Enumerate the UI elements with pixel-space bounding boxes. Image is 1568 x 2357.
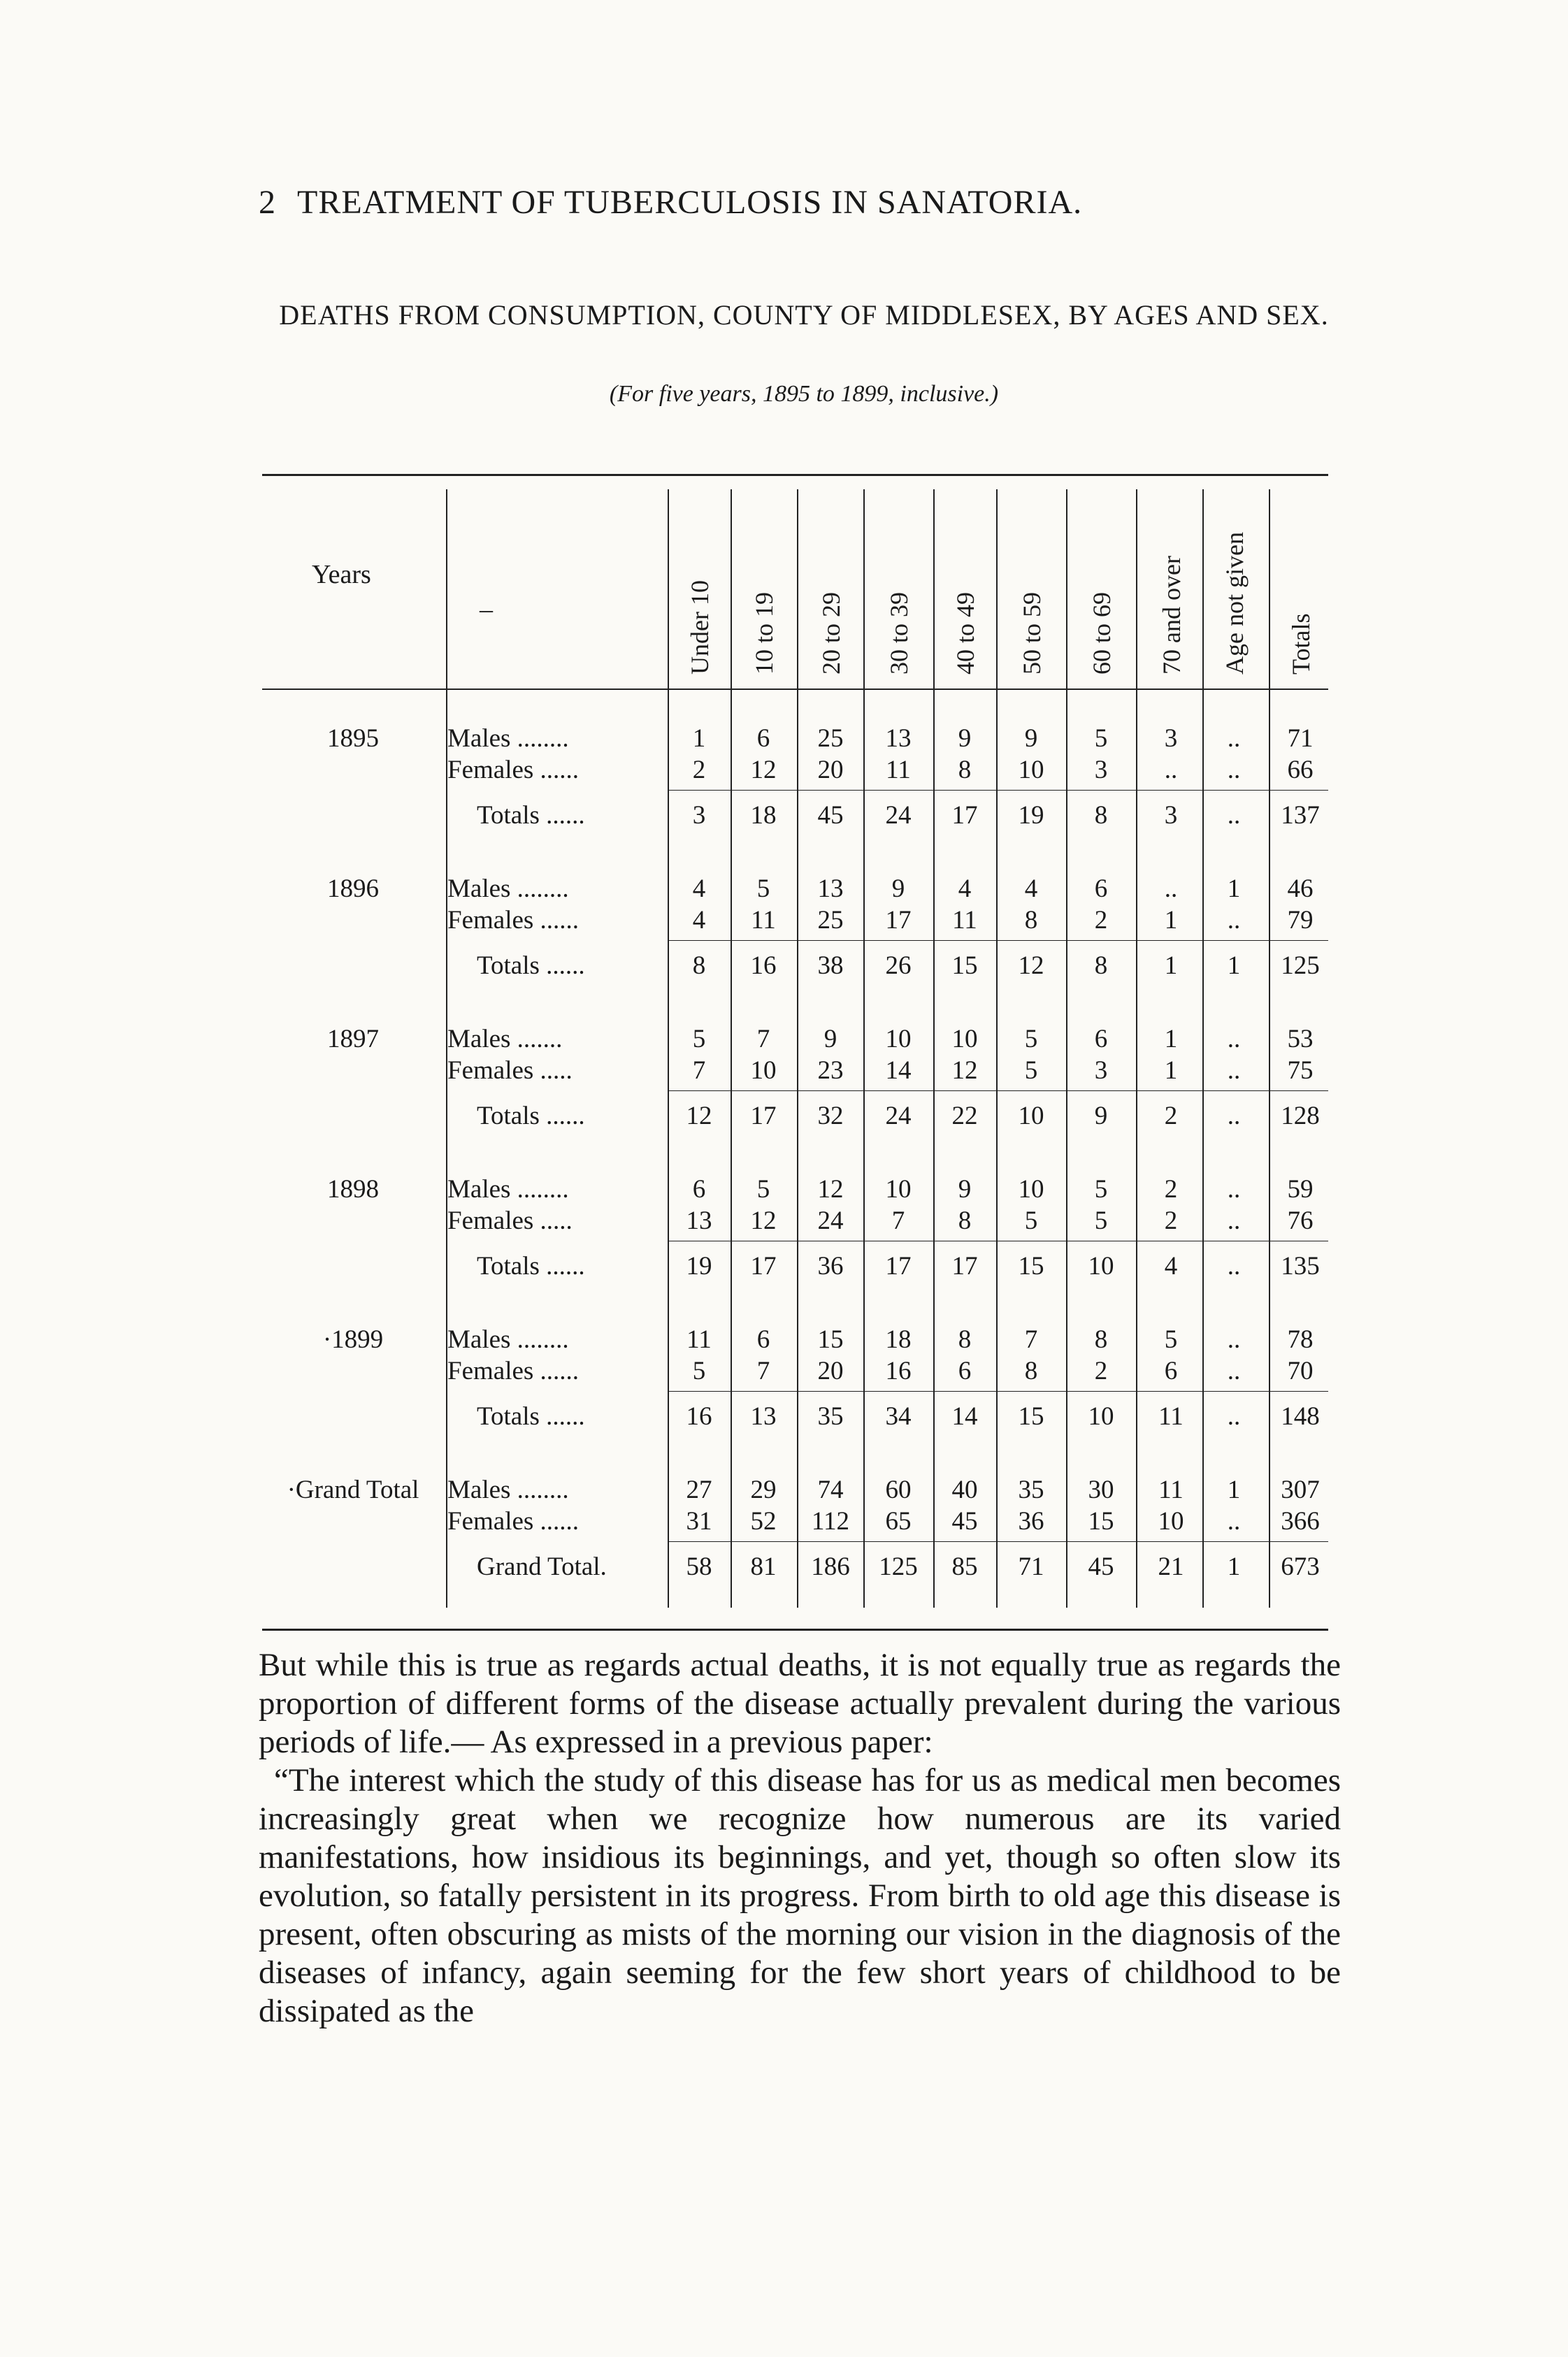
cell-males: 4: [692, 874, 706, 903]
row-label-totals: Totals ......: [477, 1252, 585, 1281]
cell-males: 9: [1024, 724, 1038, 753]
cell-females: 75: [1287, 1056, 1314, 1085]
cell-males: 71: [1287, 724, 1314, 753]
cell-males: ..: [1227, 1175, 1241, 1204]
cell-totals: 36: [817, 1252, 844, 1281]
cell-totals: 19: [686, 1252, 712, 1281]
cell-females: 112: [811, 1507, 850, 1536]
cell-females: 45: [951, 1507, 978, 1536]
cell-totals: 15: [1018, 1252, 1044, 1281]
cell-females: 1: [1164, 1056, 1178, 1085]
cell-totals: 85: [951, 1552, 978, 1581]
cell-males: 9: [891, 874, 905, 903]
row-year-label: 1898: [327, 1175, 379, 1204]
cell-totals: 137: [1281, 801, 1320, 830]
cell-females: 366: [1281, 1507, 1320, 1536]
cell-females: 76: [1287, 1206, 1314, 1235]
cell-females: 31: [686, 1507, 712, 1536]
cell-females: 10: [1158, 1507, 1184, 1536]
cell-females: 12: [951, 1056, 978, 1085]
cell-totals: 21: [1158, 1552, 1184, 1581]
subtotal-rule: [668, 940, 1328, 941]
cell-males: 5: [1094, 1175, 1108, 1204]
cell-totals: 8: [1094, 801, 1108, 830]
cell-totals: ..: [1227, 1402, 1241, 1431]
cell-males: 53: [1287, 1025, 1314, 1053]
cell-females: 6: [1164, 1357, 1178, 1385]
row-year-label: ·1899: [322, 1325, 384, 1354]
cell-males: 5: [1024, 1025, 1038, 1053]
cell-males: 60: [885, 1476, 912, 1504]
cell-totals: 19: [1018, 801, 1044, 830]
cell-males: 4: [958, 874, 972, 903]
cell-females: 7: [692, 1056, 706, 1085]
row-label-males: Males .......: [447, 1025, 563, 1053]
cell-totals: 16: [750, 951, 777, 980]
row-label-totals: Totals ......: [477, 951, 585, 980]
cell-females: ..: [1227, 1206, 1241, 1235]
cell-males: 15: [817, 1325, 844, 1354]
cell-males: 29: [750, 1476, 777, 1504]
cell-females: 11: [751, 906, 776, 935]
cell-totals: 17: [750, 1252, 777, 1281]
row-label-totals: Totals ......: [477, 1102, 585, 1130]
cell-males: 10: [885, 1175, 912, 1204]
cell-males: ..: [1227, 1325, 1241, 1354]
cell-females: ..: [1227, 1357, 1241, 1385]
cell-totals: 18: [750, 801, 777, 830]
subtotal-rule: [668, 1541, 1328, 1542]
table-header-rule: [262, 689, 1328, 690]
cell-totals: ..: [1227, 1252, 1241, 1281]
cell-males: 4: [1024, 874, 1038, 903]
cell-females: 1: [1164, 906, 1178, 935]
table-title: DEATHS FROM CONSUMPTION, COUNTY OF MIDDLESEX, BY AGES AND SEX.: [279, 299, 1329, 331]
subtotal-rule: [668, 1090, 1328, 1091]
cell-males: 30: [1088, 1476, 1114, 1504]
cell-totals: ..: [1227, 1102, 1241, 1130]
cell-males: 307: [1281, 1476, 1320, 1504]
cell-females: 5: [1024, 1206, 1038, 1235]
cell-females: 25: [817, 906, 844, 935]
cell-males: 11: [686, 1325, 712, 1354]
cell-males: 1: [1164, 1025, 1178, 1053]
cell-totals: 8: [1094, 951, 1108, 980]
cell-totals: 673: [1281, 1552, 1320, 1581]
row-label-totals: Grand Total.: [477, 1552, 607, 1581]
cell-females: 4: [692, 906, 706, 935]
cell-females: 10: [750, 1056, 777, 1085]
cell-females: 16: [885, 1357, 912, 1385]
column-header: 20 to 29: [817, 591, 845, 675]
cell-totals: 1: [1164, 951, 1178, 980]
row-label-females: Females .....: [447, 1056, 573, 1085]
cell-males: 78: [1287, 1325, 1314, 1354]
cell-females: 3: [1094, 756, 1108, 784]
row-label-totals: Totals ......: [477, 801, 585, 830]
subtotal-rule: [668, 1391, 1328, 1392]
cell-females: 10: [1018, 756, 1044, 784]
cell-males: 12: [817, 1175, 844, 1204]
cell-totals: 24: [885, 1102, 912, 1130]
cell-males: 5: [1094, 724, 1108, 753]
cell-totals: 135: [1281, 1252, 1320, 1281]
cell-males: 11: [1158, 1476, 1184, 1504]
cell-females: 65: [885, 1507, 912, 1536]
row-label-males: Males ........: [447, 724, 569, 753]
table-bottom-rule: [262, 1629, 1328, 1631]
cell-totals: 24: [885, 801, 912, 830]
col-divider: [996, 489, 998, 1608]
cell-totals: 10: [1088, 1252, 1114, 1281]
cell-females: ..: [1227, 756, 1241, 784]
cell-totals: 17: [951, 801, 978, 830]
cell-males: 8: [1094, 1325, 1108, 1354]
cell-females: 2: [1164, 1206, 1178, 1235]
body-text: [259, 1646, 1341, 2031]
cell-totals: 16: [686, 1402, 712, 1431]
cell-females: 14: [885, 1056, 912, 1085]
col-divider: [1136, 489, 1137, 1608]
cell-males: 2: [1164, 1175, 1178, 1204]
cell-females: 5: [692, 1357, 706, 1385]
cell-males: 46: [1287, 874, 1314, 903]
cell-males: 6: [1094, 1025, 1108, 1053]
row-year-label: 1896: [327, 874, 379, 903]
cell-males: 10: [885, 1025, 912, 1053]
column-header: 40 to 49: [951, 591, 979, 675]
cell-females: 7: [756, 1357, 770, 1385]
cell-females: 15: [1088, 1507, 1114, 1536]
cell-females: 12: [750, 1206, 777, 1235]
table-top-rule: [262, 474, 1328, 476]
column-header: 70 and over: [1158, 556, 1186, 675]
col-divider: [797, 489, 798, 1608]
cell-females: 5: [1024, 1056, 1038, 1085]
column-header: 30 to 39: [885, 591, 913, 675]
cell-females: 20: [817, 756, 844, 784]
row-label-females: Females ......: [447, 1357, 580, 1385]
row-label-totals: Totals ......: [477, 1402, 585, 1431]
row-label-females: Females ......: [447, 756, 580, 784]
cell-males: 1: [1227, 874, 1241, 903]
cell-females: 2: [692, 756, 706, 784]
cell-females: 2: [1094, 906, 1108, 935]
cell-males: 59: [1287, 1175, 1314, 1204]
body-quote-paragraph: “The interest which the study of this disease has for us as medical men becomes increasingly great when we recognize how numerous are its varied manifestations, how insidious its beginnings, and yet, though so often slow its evolution, so fatally persistent in its progress. From birth to old age this disease is present, often obscuring as mists of the morning our vision in the diagnosis of the diseases of infancy, again seeming for the few short years of childhood to be dissipated as the: [259, 1762, 1341, 2029]
cell-totals: 4: [1164, 1252, 1178, 1281]
cell-totals: 45: [817, 801, 844, 830]
row-label-females: Females ......: [447, 906, 580, 935]
row-year-label: 1895: [327, 724, 379, 753]
cell-totals: 15: [951, 951, 978, 980]
body-paragraph: But while this is true as regards actual deaths, it is not equally true as regards the proportion of different forms of the disease actually prevalent during the various periods of life.— As expressed in a previous paper:: [259, 1647, 1341, 1760]
running-title: TREATMENT OF TUBERCULOSIS IN SANATORIA.: [297, 184, 1083, 221]
cell-males: 74: [817, 1476, 844, 1504]
row-label-males: Males ........: [447, 874, 569, 903]
cell-totals: 12: [686, 1102, 712, 1130]
cell-totals: 10: [1018, 1102, 1044, 1130]
cell-females: 3: [1094, 1056, 1108, 1085]
cell-males: 5: [756, 874, 770, 903]
cell-males: 6: [1094, 874, 1108, 903]
cell-females: 52: [750, 1507, 777, 1536]
running-head: [259, 183, 1349, 222]
cell-females: 17: [885, 906, 912, 935]
cell-males: 10: [1018, 1175, 1044, 1204]
column-header: 10 to 19: [750, 591, 778, 675]
column-header: 50 to 59: [1018, 591, 1046, 675]
cell-males: 27: [686, 1476, 712, 1504]
cell-females: 66: [1287, 756, 1314, 784]
cell-males: 8: [958, 1325, 972, 1354]
subtotal-rule: [668, 790, 1328, 791]
cell-males: 6: [692, 1175, 706, 1204]
cell-males: 7: [1024, 1325, 1038, 1354]
cell-totals: 32: [817, 1102, 844, 1130]
cell-totals: 45: [1088, 1552, 1114, 1581]
cell-males: 1: [1227, 1476, 1241, 1504]
cell-females: 8: [1024, 906, 1038, 935]
cell-females: 7: [891, 1206, 905, 1235]
cell-totals: 17: [750, 1102, 777, 1130]
cell-males: 18: [885, 1325, 912, 1354]
cell-females: 70: [1287, 1357, 1314, 1385]
cell-totals: 10: [1088, 1402, 1114, 1431]
cell-males: 5: [692, 1025, 706, 1053]
row-label-females: Females .....: [447, 1206, 573, 1235]
cell-females: ..: [1164, 756, 1178, 784]
row-year-label: 1897: [327, 1025, 379, 1053]
cell-totals: 17: [951, 1252, 978, 1281]
cell-totals: 186: [811, 1552, 850, 1581]
cell-females: 36: [1018, 1507, 1044, 1536]
cell-females: 79: [1287, 906, 1314, 935]
cell-females: 8: [958, 1206, 972, 1235]
cell-females: ..: [1227, 906, 1241, 935]
row-label-males: Males ........: [447, 1476, 569, 1504]
cell-females: 8: [958, 756, 972, 784]
cell-totals: 8: [692, 951, 706, 980]
cell-males: 6: [756, 724, 770, 753]
cell-males: 9: [958, 1175, 972, 1204]
blank-column-header: –: [480, 595, 493, 624]
cell-totals: 71: [1018, 1552, 1044, 1581]
cell-females: ..: [1227, 1507, 1241, 1536]
cell-females: 13: [686, 1206, 712, 1235]
cell-totals: 14: [951, 1402, 978, 1431]
page-number: 2: [259, 184, 276, 221]
cell-females: 2: [1094, 1357, 1108, 1385]
cell-females: 24: [817, 1206, 844, 1235]
cell-males: 6: [756, 1325, 770, 1354]
cell-totals: 12: [1018, 951, 1044, 980]
cell-totals: 38: [817, 951, 844, 980]
col-divider: [863, 489, 865, 1608]
cell-totals: 22: [951, 1102, 978, 1130]
cell-males: 5: [756, 1175, 770, 1204]
cell-totals: 13: [750, 1402, 777, 1431]
cell-totals: 81: [750, 1552, 777, 1581]
cell-males: 1: [692, 724, 706, 753]
row-label-females: Females ......: [447, 1507, 580, 1536]
cell-totals: 26: [885, 951, 912, 980]
cell-females: 11: [886, 756, 911, 784]
cell-females: 11: [952, 906, 977, 935]
cell-totals: 58: [686, 1552, 712, 1581]
cell-males: 13: [885, 724, 912, 753]
column-header: 60 to 69: [1088, 591, 1116, 675]
cell-males: 35: [1018, 1476, 1044, 1504]
cell-totals: 1: [1227, 951, 1241, 980]
cell-females: 23: [817, 1056, 844, 1085]
col-divider: [1066, 489, 1067, 1608]
cell-males: ..: [1164, 874, 1178, 903]
cell-males: ..: [1227, 1025, 1241, 1053]
cell-females: ..: [1227, 1056, 1241, 1085]
cell-males: 5: [1164, 1325, 1178, 1354]
cell-females: 12: [750, 756, 777, 784]
cell-totals: 35: [817, 1402, 844, 1431]
cell-totals: 17: [885, 1252, 912, 1281]
cell-totals: 2: [1164, 1102, 1178, 1130]
row-year-label: ·Grand Total: [287, 1476, 419, 1504]
row-label-males: Males ........: [447, 1325, 569, 1354]
cell-males: 25: [817, 724, 844, 753]
cell-totals: 11: [1158, 1402, 1184, 1431]
cell-males: 9: [958, 724, 972, 753]
years-header: Years: [312, 560, 371, 589]
cell-totals: 3: [692, 801, 706, 830]
cell-males: 9: [823, 1025, 837, 1053]
cell-males: ..: [1227, 724, 1241, 753]
table-subtitle: (For five years, 1895 to 1899, inclusive.): [609, 381, 999, 407]
cell-females: 8: [1024, 1357, 1038, 1385]
cell-males: 7: [756, 1025, 770, 1053]
row-label-males: Males ........: [447, 1175, 569, 1204]
cell-totals: 125: [1281, 951, 1320, 980]
cell-totals: 34: [885, 1402, 912, 1431]
cell-totals: 128: [1281, 1102, 1320, 1130]
cell-totals: 1: [1227, 1552, 1241, 1581]
cell-females: 5: [1094, 1206, 1108, 1235]
cell-males: 40: [951, 1476, 978, 1504]
cell-males: 3: [1164, 724, 1178, 753]
cell-totals: 3: [1164, 801, 1178, 830]
cell-totals: ..: [1227, 801, 1241, 830]
cell-totals: 125: [879, 1552, 918, 1581]
cell-males: 13: [817, 874, 844, 903]
cell-males: 10: [951, 1025, 978, 1053]
column-header: Totals: [1287, 613, 1315, 675]
cell-females: 6: [958, 1357, 972, 1385]
column-header: Under 10: [686, 580, 714, 675]
cell-totals: 9: [1094, 1102, 1108, 1130]
column-header: Age not given: [1221, 532, 1249, 675]
cell-totals: 148: [1281, 1402, 1320, 1431]
cell-females: 20: [817, 1357, 844, 1385]
cell-totals: 15: [1018, 1402, 1044, 1431]
